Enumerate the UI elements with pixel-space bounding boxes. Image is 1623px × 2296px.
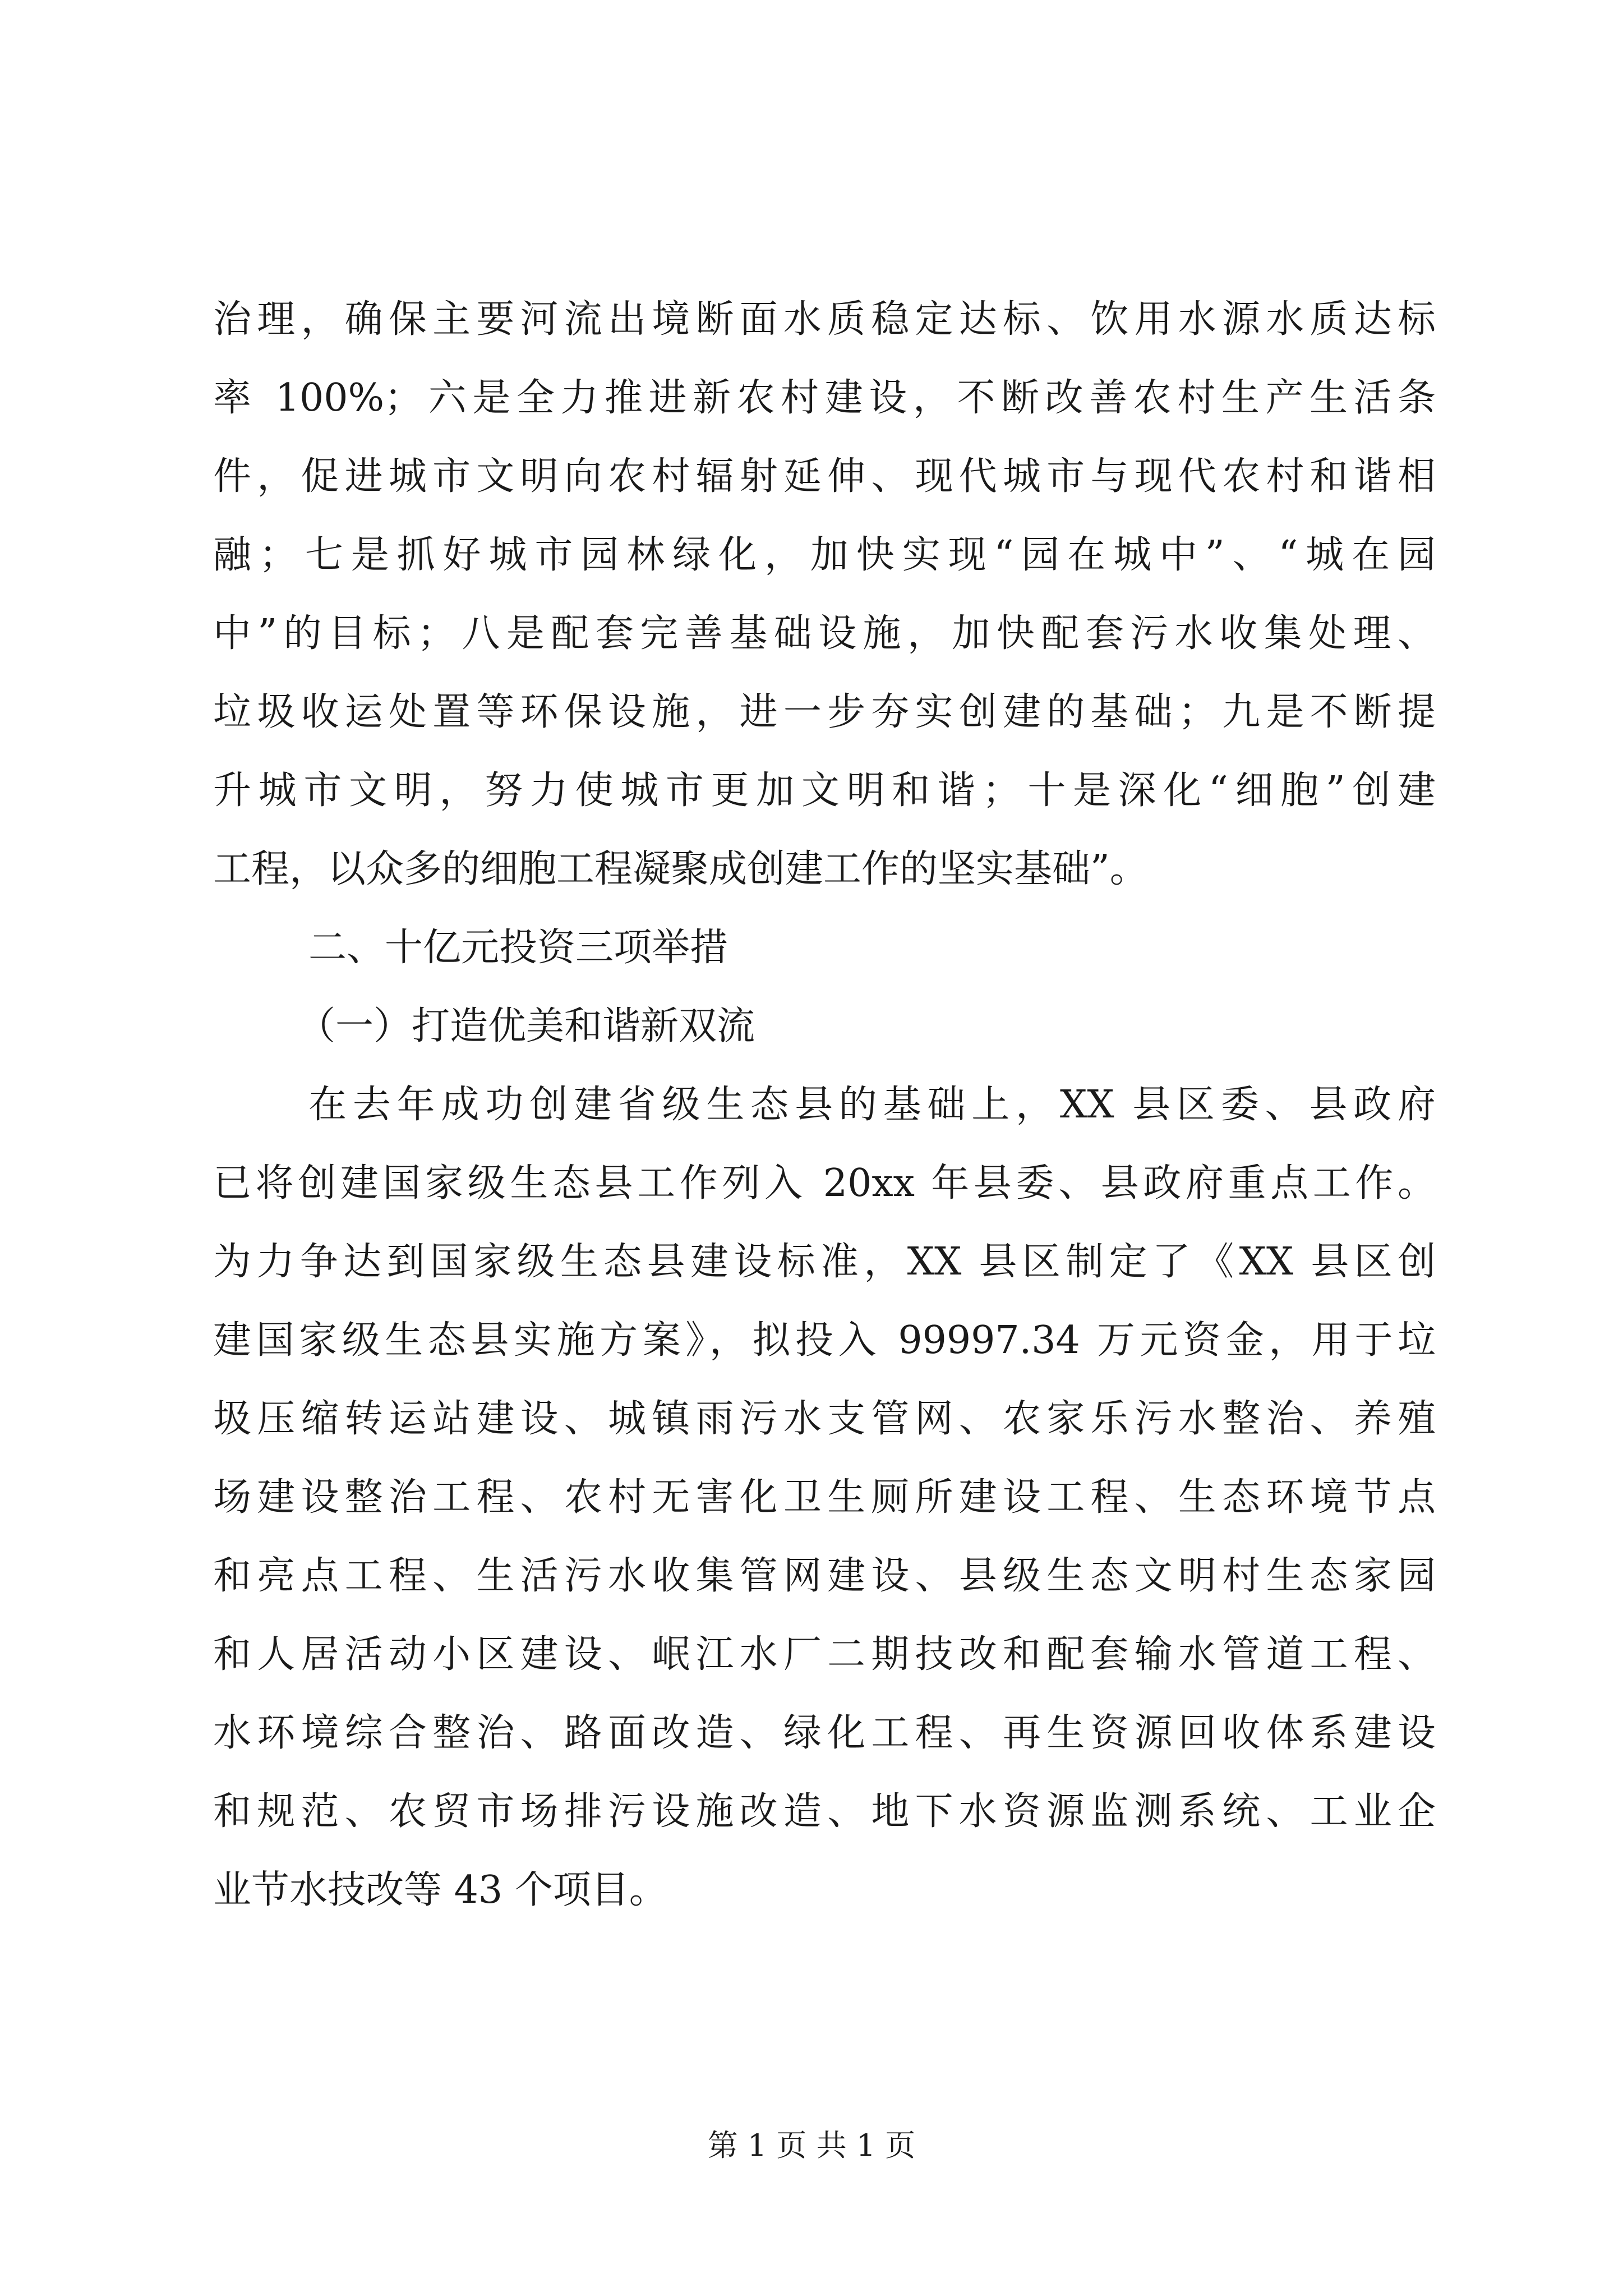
body-line: 率 100%；六是全力推进新农村建设，不断改善农村生产生活条 bbox=[213, 376, 1436, 420]
body-line: 中”的目标；八是配套完善基础设施，加快配套污水收集处理、 bbox=[213, 611, 1436, 656]
body-line: 垃圾收运处置等环保设施，进一步夯实创建的基础；九是不断提 bbox=[213, 690, 1436, 734]
body-line: 融；七是抓好城市园林绿化，加快实现“园在城中”、“城在园 bbox=[213, 533, 1436, 577]
body-line: 治理，确保主要河流出境断面水质稳定达标、饮用水源水质达标 bbox=[213, 297, 1436, 342]
body-line: 建国家级生态县实施方案》，拟投入 99997.34 万元资金，用于垃 bbox=[213, 1318, 1436, 1363]
body-line: 场建设整治工程、农村无害化卫生厕所建设工程、生态环境节点 bbox=[213, 1475, 1436, 1520]
section-heading: 二、十亿元投资三项举措 bbox=[308, 926, 728, 970]
body-line: 件，促进城市文明向农村辐射延伸、现代城市与现代农村和谐相 bbox=[213, 454, 1436, 499]
page-footer: 第 1 页 共 1 页 bbox=[707, 2128, 916, 2163]
body-line: 在去年成功创建省级生态县的基础上，XX 县区委、县政府 bbox=[308, 1083, 1436, 1127]
body-line: 和人居活动小区建设、岷江水厂二期技改和配套输水管道工程、 bbox=[213, 1632, 1436, 1677]
body-line: 已将创建国家级生态县工作列入 20xx 年县委、县政府重点工作。 bbox=[213, 1161, 1436, 1205]
body-line: 和亮点工程、生活污水收集管网建设、县级生态文明村生态家园 bbox=[213, 1554, 1436, 1598]
body-line: 工程，以众多的细胞工程凝聚成创建工作的坚实基础”。 bbox=[213, 847, 1148, 891]
body-line: 为力争达到国家级生态县建设标准，XX 县区制定了《XX 县区创 bbox=[213, 1240, 1436, 1284]
subsection-heading: （一）打造优美和谐新双流 bbox=[297, 1004, 755, 1048]
body-line: 水环境综合整治、路面改造、绿化工程、再生资源回收体系建设 bbox=[213, 1711, 1436, 1755]
body-line: 业节水技改等 43 个项目。 bbox=[213, 1868, 667, 1912]
body-line: 升城市文明，努力使城市更加文明和谐；十是深化“细胞”创建 bbox=[213, 769, 1436, 813]
body-line: 圾压缩转运站建设、城镇雨污水支管网、农家乐污水整治、养殖 bbox=[213, 1397, 1436, 1441]
body-line: 和规范、农贸市场排污设施改造、地下水资源监测系统、工业企 bbox=[213, 1789, 1436, 1834]
